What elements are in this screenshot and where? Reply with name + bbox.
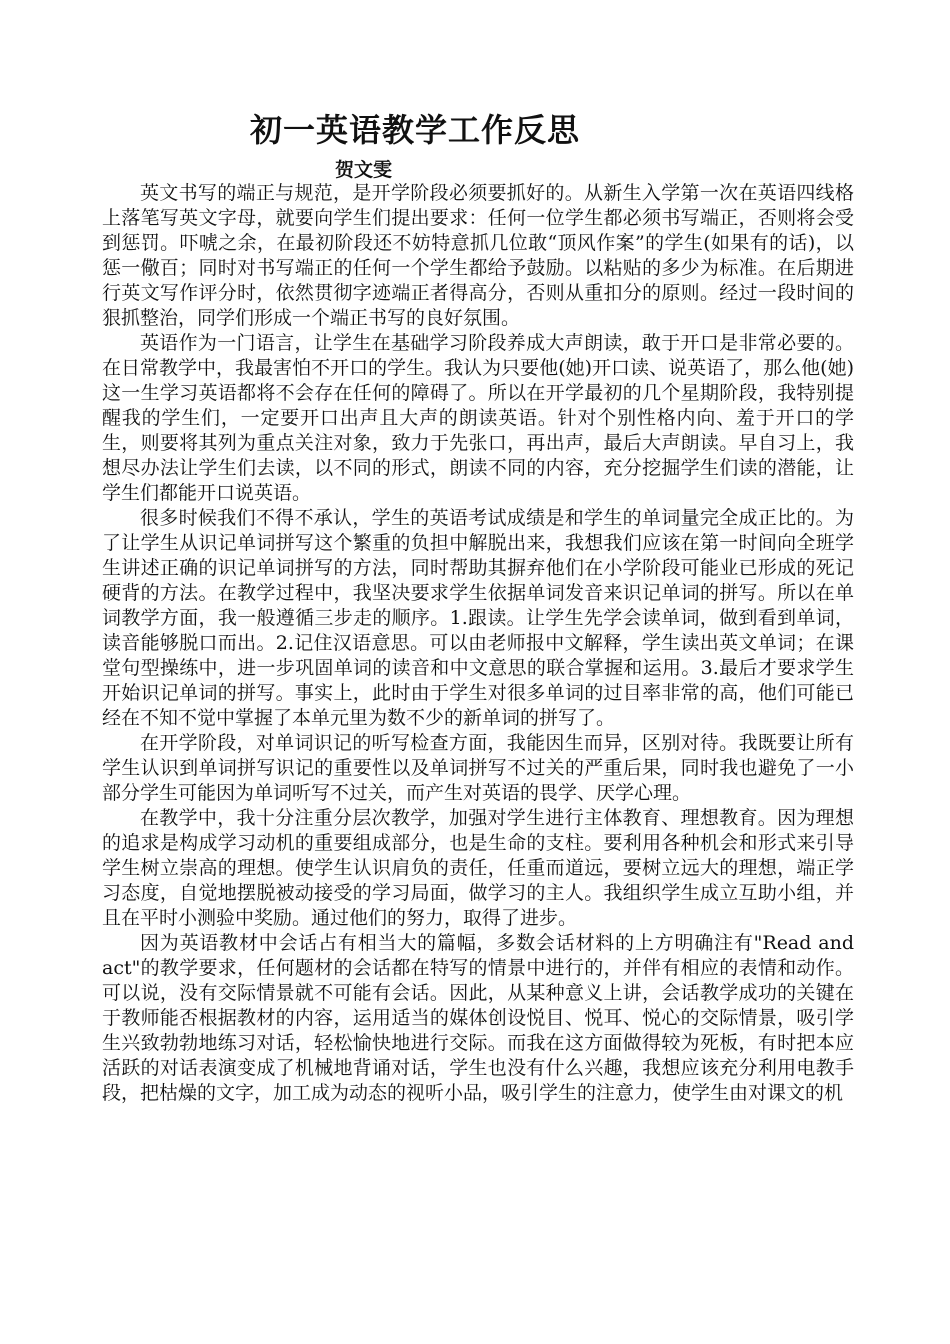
author-name: 贺文雯 [335,159,393,181]
paragraph: 英语作为一门语言，让学生在基础学习阶段养成大声朗读，敢于开口是非常必要的。在日常教学中，我最害怕不开口的学生。我认为只要他(她)开口读、说英语了，那么他(她)这一生学习英语都将不会存在任何的障碍了。所以在开学最初的几个星期阶段，我特别提醒我的学生们，一定要开口出声且大声的朗读英语。针对个别性格内向、羞于开口的学生，则要将其列为重点关注对象，致力于先张口，再出声，最后大声朗读。早自习上，我想尽办法让学生们去读，以不同的形式，朗读不同的内容，充分挖掘学生们读的潜能，让学生们都能开口说英语。 [102,332,854,504]
document-body [102,181,854,1106]
paragraph: 很多时候我们不得不承认，学生的英语考试成绩是和学生的单词量完全成正比的。为了让学生从识记单词拼写这个繁重的负担中解脱出来，我想我们应该在第一时间向全班学生讲述正确的识记单词拼写的方法，同时帮助其摒弃他们在小学阶段可能业已形成的死记硬背的方法。在教学过程中，我坚决要求学生依据单词发音来识记单词的拼写。所以在单词教学方面，我一般遵循三步走的顺序。1.跟读。让学生先学会读单词，做到看到单词，读音能够脱口而出。2.记住汉语意思。可以由老师报中文解释，学生读出英文单词；在课堂句型操练中，进一步巩固单词的读音和中文意思的联合掌握和运用。3.最后才要求学生开始识记单词的拼写。事实上，此时由于学生对很多单词的过目率非常的高，他们可能已经在不知不觉中掌握了本单元里为数不少的新单词的拼写了。 [102,507,854,729]
paragraph: 英文书写的端正与规范，是开学阶段必须要抓好的。从新生入学第一次在英语四线格上落笔写英文字母，就要向学生们提出要求：任何一位学生都必须书写端正，否则将会受到惩罚。吓唬之余，在最初阶段还不妨特意抓几位敢“顶风作案”的学生(如果有的话)，以惩一儆百；同时对书写端正的任何一个学生都给予鼓励。以粘贴的多少为标准。在后期进行英文写作评分时，依然贯彻字迹端正者得高分，否则从重扣分的原则。经过一段时间的狠抓整治，同学们形成一个端正书写的良好氛围。 [102,182,854,329]
document-title: 初一英语教学工作反思 [249,111,580,149]
paragraph: 在开学阶段，对单词识记的听写检查方面，我能因生而异，区别对待。我既要让所有学生认识到单词拼写识记的重要性以及单词拼写不过关的严重后果，同时我也避免了一小部分学生可能因为单词听写不过关，而产生对英语的畏学、厌学心理。 [102,732,854,804]
paragraph: 因为英语教材中会话占有相当大的篇幅，多数会话材料的上方明确注有"Read and act"的教学要求，任何题材的会话都在特写的情景中进行的，并伴有相应的表情和动作。可以说，没有交际情景就不可能有会话。因此，从某种意义上讲，会话教学成功的关键在于教师能否根据教材的内容，运用适当的媒体创设悦目、悦耳、悦心的交际情景，吸引学生兴致勃勃地练习对话，轻松愉快地进行交际。而我在这方面做得较为死板，有时把本应活跃的对话表演变成了机械地背诵对话，学生也没有什么兴趣，我想应该充分利用电教手段，把枯燥的文字，加工成为动态的视听小品，吸引学生的注意力，使学生由对课文的机 [102,932,854,1104]
paragraph: 在教学中，我十分注重分层次教学，加强对学生进行主体教育、理想教育。因为理想的追求是构成学习动机的重要组成部分，也是生命的支柱。要利用各种机会和形式来引导学生树立崇高的理想。使学生认识肩负的责任，任重而道远，要树立远大的理想，端正学习态度，自觉地摆脱被动接受的学习局面，做学习的主人。我组织学生成立互助小组，并且在平时小测验中奖励。通过他们的努力，取得了进步。 [102,807,854,929]
